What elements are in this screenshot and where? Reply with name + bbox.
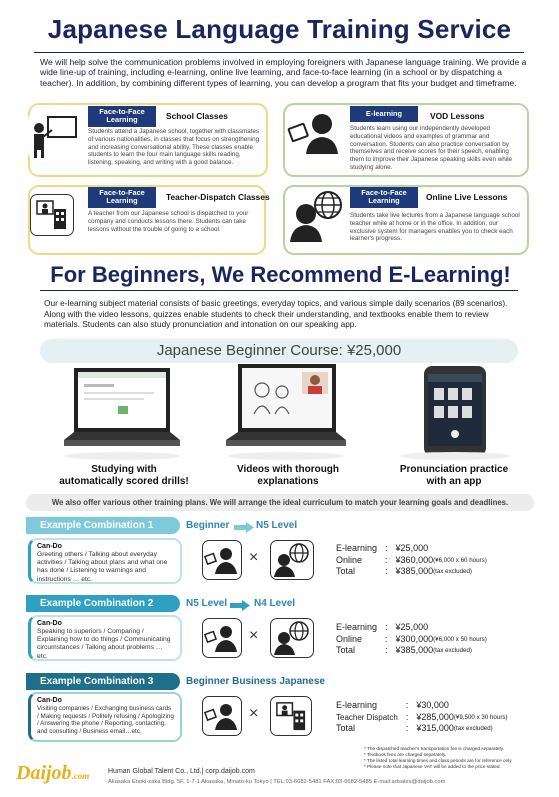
footnotes: * The dispatched teacher's transportation fee is charged separately. * Textbook fees are charged separately. * The listed total learning times and class periods are for reference only. * Please note that Japanese VAT will be added to the price stated. — [364, 746, 513, 769]
service-tag: Face-to-Face Learning — [88, 187, 156, 208]
feature-shadow — [64, 452, 180, 460]
level-from: Beginner Business Japanese — [186, 676, 325, 687]
price-row: E-learning : ¥25,000 — [336, 622, 429, 632]
service-tag: Face-to-Face Learning — [350, 187, 418, 208]
laptop-learner-icon — [202, 696, 242, 736]
service-tag: Face-to-Face Learning — [88, 106, 156, 127]
price-row: Online : ¥360,000 (¥6,000 x 60 hours) — [336, 554, 487, 565]
price-table — [336, 700, 508, 735]
arrow-right-icon — [234, 520, 254, 531]
level-from: Beginner — [186, 520, 230, 531]
laptop-learner-icon — [286, 108, 342, 158]
laptop-learner-icon — [202, 618, 242, 658]
cando-text: Greeting others / Talking about everyday activities / Talking about plans and what one has done / Listening to warnings and instructions … etc. — [37, 551, 168, 583]
price-table — [336, 543, 487, 578]
feature-caption: Pronunciation practice with an app — [399, 464, 509, 487]
price-row: Online : ¥300,000 (¥6,000 x 50 hours) — [336, 633, 487, 644]
beginners-text: Our e-learning subject material consists of basic greetings, everyday topics, and various simple daily scenarios (89 scenarios). Along with the video lessons, quizzes enable students to check their understanding, and textbooks enable them to review materials. Students can also study pronunciation and intonation on our speaking app. — [44, 298, 508, 330]
cando-title: Can-Do — [37, 543, 62, 550]
service-tag: E-learning — [350, 106, 418, 122]
price-row: Total : ¥315,000 (tax excluded) — [336, 723, 493, 733]
service-body: Students take live lectures from a Japanese language school teacher while at home or in the office. In addition, our exclusive system for managers enables you to check each learner's progress. — [350, 212, 520, 243]
globe-learner-icon — [270, 540, 314, 580]
service-title: VOD Lessons — [430, 111, 485, 121]
feature-shadow — [400, 452, 510, 460]
multiply-icon: × — [249, 627, 259, 644]
cando-text: Visiting companies / Exchanging business cards / Making requests / Politely refusing / Apologizing / Answering the phone / Reporting, contacting, and consulting / Business email…etc. — [37, 705, 174, 735]
classroom-teacher-icon — [28, 113, 80, 159]
price-row: Teacher Dispatch : ¥285,000 (¥9,500 x 30 hours) — [336, 711, 508, 722]
title-divider — [34, 52, 524, 53]
combination-label: Example Combination 1 — [26, 517, 180, 534]
service-body: Students attend a Japanese school, together with classmates of various nationalities, in classes that focus on strengthening and increasing conversational ability. These classes enable students to learn the four main language skills reading, listening, speaking, and writing with a good balance. — [88, 128, 260, 167]
laptop-video-icon — [226, 364, 346, 456]
dispatch-office-icon — [30, 194, 74, 236]
feature-caption: Videos with thorough explanations — [236, 464, 340, 487]
level-to: N4 Level — [254, 598, 296, 609]
cando-box — [28, 692, 182, 742]
laptop-drill-icon — [64, 368, 180, 456]
service-body: A teacher from our Japanese school is dispatched to your company and conducts lessons there. Students can take lessons without the trouble of going to a school. — [88, 210, 249, 233]
globe-learner-icon — [286, 188, 346, 244]
price-table — [336, 622, 487, 657]
service-title: Online Live Lessons — [426, 192, 508, 202]
cando-box — [28, 615, 182, 661]
price-row: E-learning : ¥25,000 — [336, 543, 429, 553]
beginners-divider — [40, 290, 518, 291]
service-title: School Classes — [166, 111, 228, 121]
cando-title: Can-Do — [37, 697, 62, 704]
service-body: Students learn using our independently developed educational videos and examples of grammar and conversation. Students can also practice conversation by themselves and receive scores for their speech, enabling them to improve their Japanese speaking skills even while studying alone. — [350, 125, 513, 171]
service-title: Teacher-Dispatch Classes — [166, 192, 270, 202]
intro-text: We will help solve the communication problems involved in employing foreigners with Japanese language training. We provide a wide line-up of training, including e-learning, online live learning, and face-to-face learning (in a school or by dispatching a teacher). In addition, by combining different types of learning, you can develop a program that fits your budget and timeframe. — [40, 57, 527, 88]
combination-label: Example Combination 3 — [26, 673, 180, 690]
combination-label: Example Combination 2 — [26, 595, 180, 612]
cando-title: Can-Do — [37, 620, 62, 627]
cando-text: Speaking to superiors / Comparing / Explaining how to do things / Communicating circumstances / Talking about problems … etc. — [37, 628, 171, 660]
company-info[interactable]: Human Global Talent Co., Ltd.| corp.daijob.com — [108, 768, 255, 775]
multiply-icon: × — [249, 549, 259, 566]
laptop-learner-icon — [202, 540, 242, 580]
feature-shadow — [228, 452, 344, 460]
cando-box — [28, 538, 182, 584]
offer-banner: We also offer various other training plans. We will arrange the ideal curriculum to match your learning goals and deadlines. — [26, 494, 534, 511]
smartphone-app-icon — [420, 366, 490, 458]
arrow-right-icon — [230, 598, 250, 609]
level-to: N5 Level — [256, 520, 298, 531]
multiply-icon: × — [249, 705, 259, 722]
daijob-logo[interactable]: Daijob.com — [16, 762, 90, 784]
feature-caption: Studying with automatically scored drills! — [59, 464, 189, 487]
globe-learner-icon — [270, 618, 314, 658]
price-row: E-learning : ¥30,000 — [336, 700, 449, 710]
price-row: Total : ¥385,000 (tax excluded) — [336, 645, 472, 655]
dispatch-office-icon — [270, 696, 312, 736]
company-address: Akasaka Enoki-zaka Bldg. 5F, 1-7-1 Akasaka, Minato-ku Tokyo | TEL:03-6682-5481 FAX:03-6682-5485 E-mail:adsales@daijob.com — [108, 779, 446, 785]
beginners-heading: For Beginners, We Recommend E-Learning! — [50, 262, 511, 287]
page-title: Japanese Language Training Service — [47, 14, 512, 44]
price-row: Total : ¥385,000 (tax excluded) — [336, 566, 472, 576]
course-banner: Japanese Beginner Course: ¥25,000 — [40, 339, 518, 363]
level-from: N5 Level — [186, 598, 228, 609]
